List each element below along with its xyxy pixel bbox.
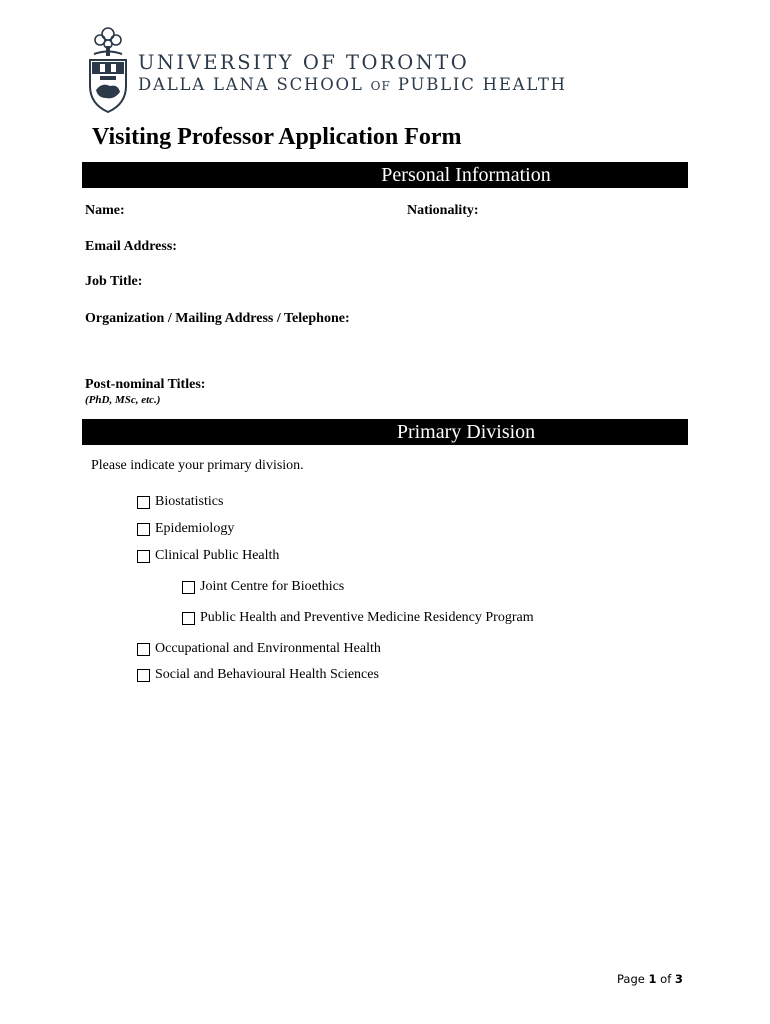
- checkbox[interactable]: [182, 612, 195, 625]
- personal-information-header: [82, 162, 688, 188]
- page-word: Page: [617, 972, 645, 986]
- school-name-part2: PUBLIC HEALTH: [397, 75, 567, 94]
- checkbox-label: Clinical Public Health: [155, 548, 280, 563]
- checkbox-label: Occupational and Environmental Health: [155, 641, 381, 656]
- checkbox[interactable]: [137, 523, 150, 536]
- personal-information-heading: Personal Information: [381, 164, 551, 186]
- checkbox[interactable]: [137, 550, 150, 563]
- email-field-label: Email Address:: [85, 239, 177, 254]
- primary-division-heading: Primary Division: [396, 421, 536, 443]
- name-field-label: Name:: [85, 203, 125, 218]
- school-name-part1: DALLA LANA SCHOOL: [138, 75, 364, 94]
- checkbox-option-clinical-public-health[interactable]: [137, 548, 279, 564]
- checkbox[interactable]: [137, 669, 150, 682]
- checkbox-option-joint-centre-for-bioethics[interactable]: [182, 579, 344, 595]
- checkbox-label: Biostatistics: [155, 494, 224, 509]
- checkbox-option-epidemiology[interactable]: [137, 521, 234, 537]
- checkbox-label: Public Health and Preventive Medicine Residency Program: [200, 610, 534, 625]
- post-nominal-titles-label: Post-nominal Titles:: [85, 377, 206, 392]
- university-crest-logo: [86, 24, 130, 116]
- checkbox-option-occupational-environmental-health[interactable]: [137, 641, 381, 657]
- total-page-count: 3: [674, 972, 683, 986]
- checkbox-option-residency-program[interactable]: [182, 610, 534, 626]
- post-nominal-titles-hint: (PhD, MSc, etc.): [85, 394, 161, 406]
- primary-division-instruction: Please indicate your primary division.: [91, 458, 304, 473]
- university-name: UNIVERSITY OF TORONTO: [138, 51, 470, 74]
- job-title-field-label: Job Title:: [85, 274, 143, 289]
- school-name: [138, 74, 567, 97]
- checkbox-label: Social and Behavioural Health Sciences: [155, 667, 379, 682]
- primary-division-header: [82, 419, 688, 445]
- checkbox[interactable]: [137, 643, 150, 656]
- checkbox[interactable]: [137, 496, 150, 509]
- checkbox-option-social-behavioural-health-sciences[interactable]: [137, 667, 379, 683]
- page-number: [617, 972, 683, 986]
- form-title: Visiting Professor Application Form: [92, 124, 462, 150]
- checkbox-label: Epidemiology: [155, 521, 235, 536]
- school-name-of: OF: [370, 79, 391, 93]
- university-logo-wordmark: [138, 52, 567, 97]
- checkbox[interactable]: [182, 581, 195, 594]
- checkbox-label: Joint Centre for Bioethics: [200, 579, 345, 594]
- of-word: of: [660, 972, 672, 986]
- nationality-field-label: Nationality:: [407, 203, 479, 218]
- organization-field-label: Organization / Mailing Address / Telephone:: [85, 311, 350, 326]
- checkbox-option-biostatistics[interactable]: [137, 494, 223, 510]
- current-page-number: 1: [648, 972, 657, 986]
